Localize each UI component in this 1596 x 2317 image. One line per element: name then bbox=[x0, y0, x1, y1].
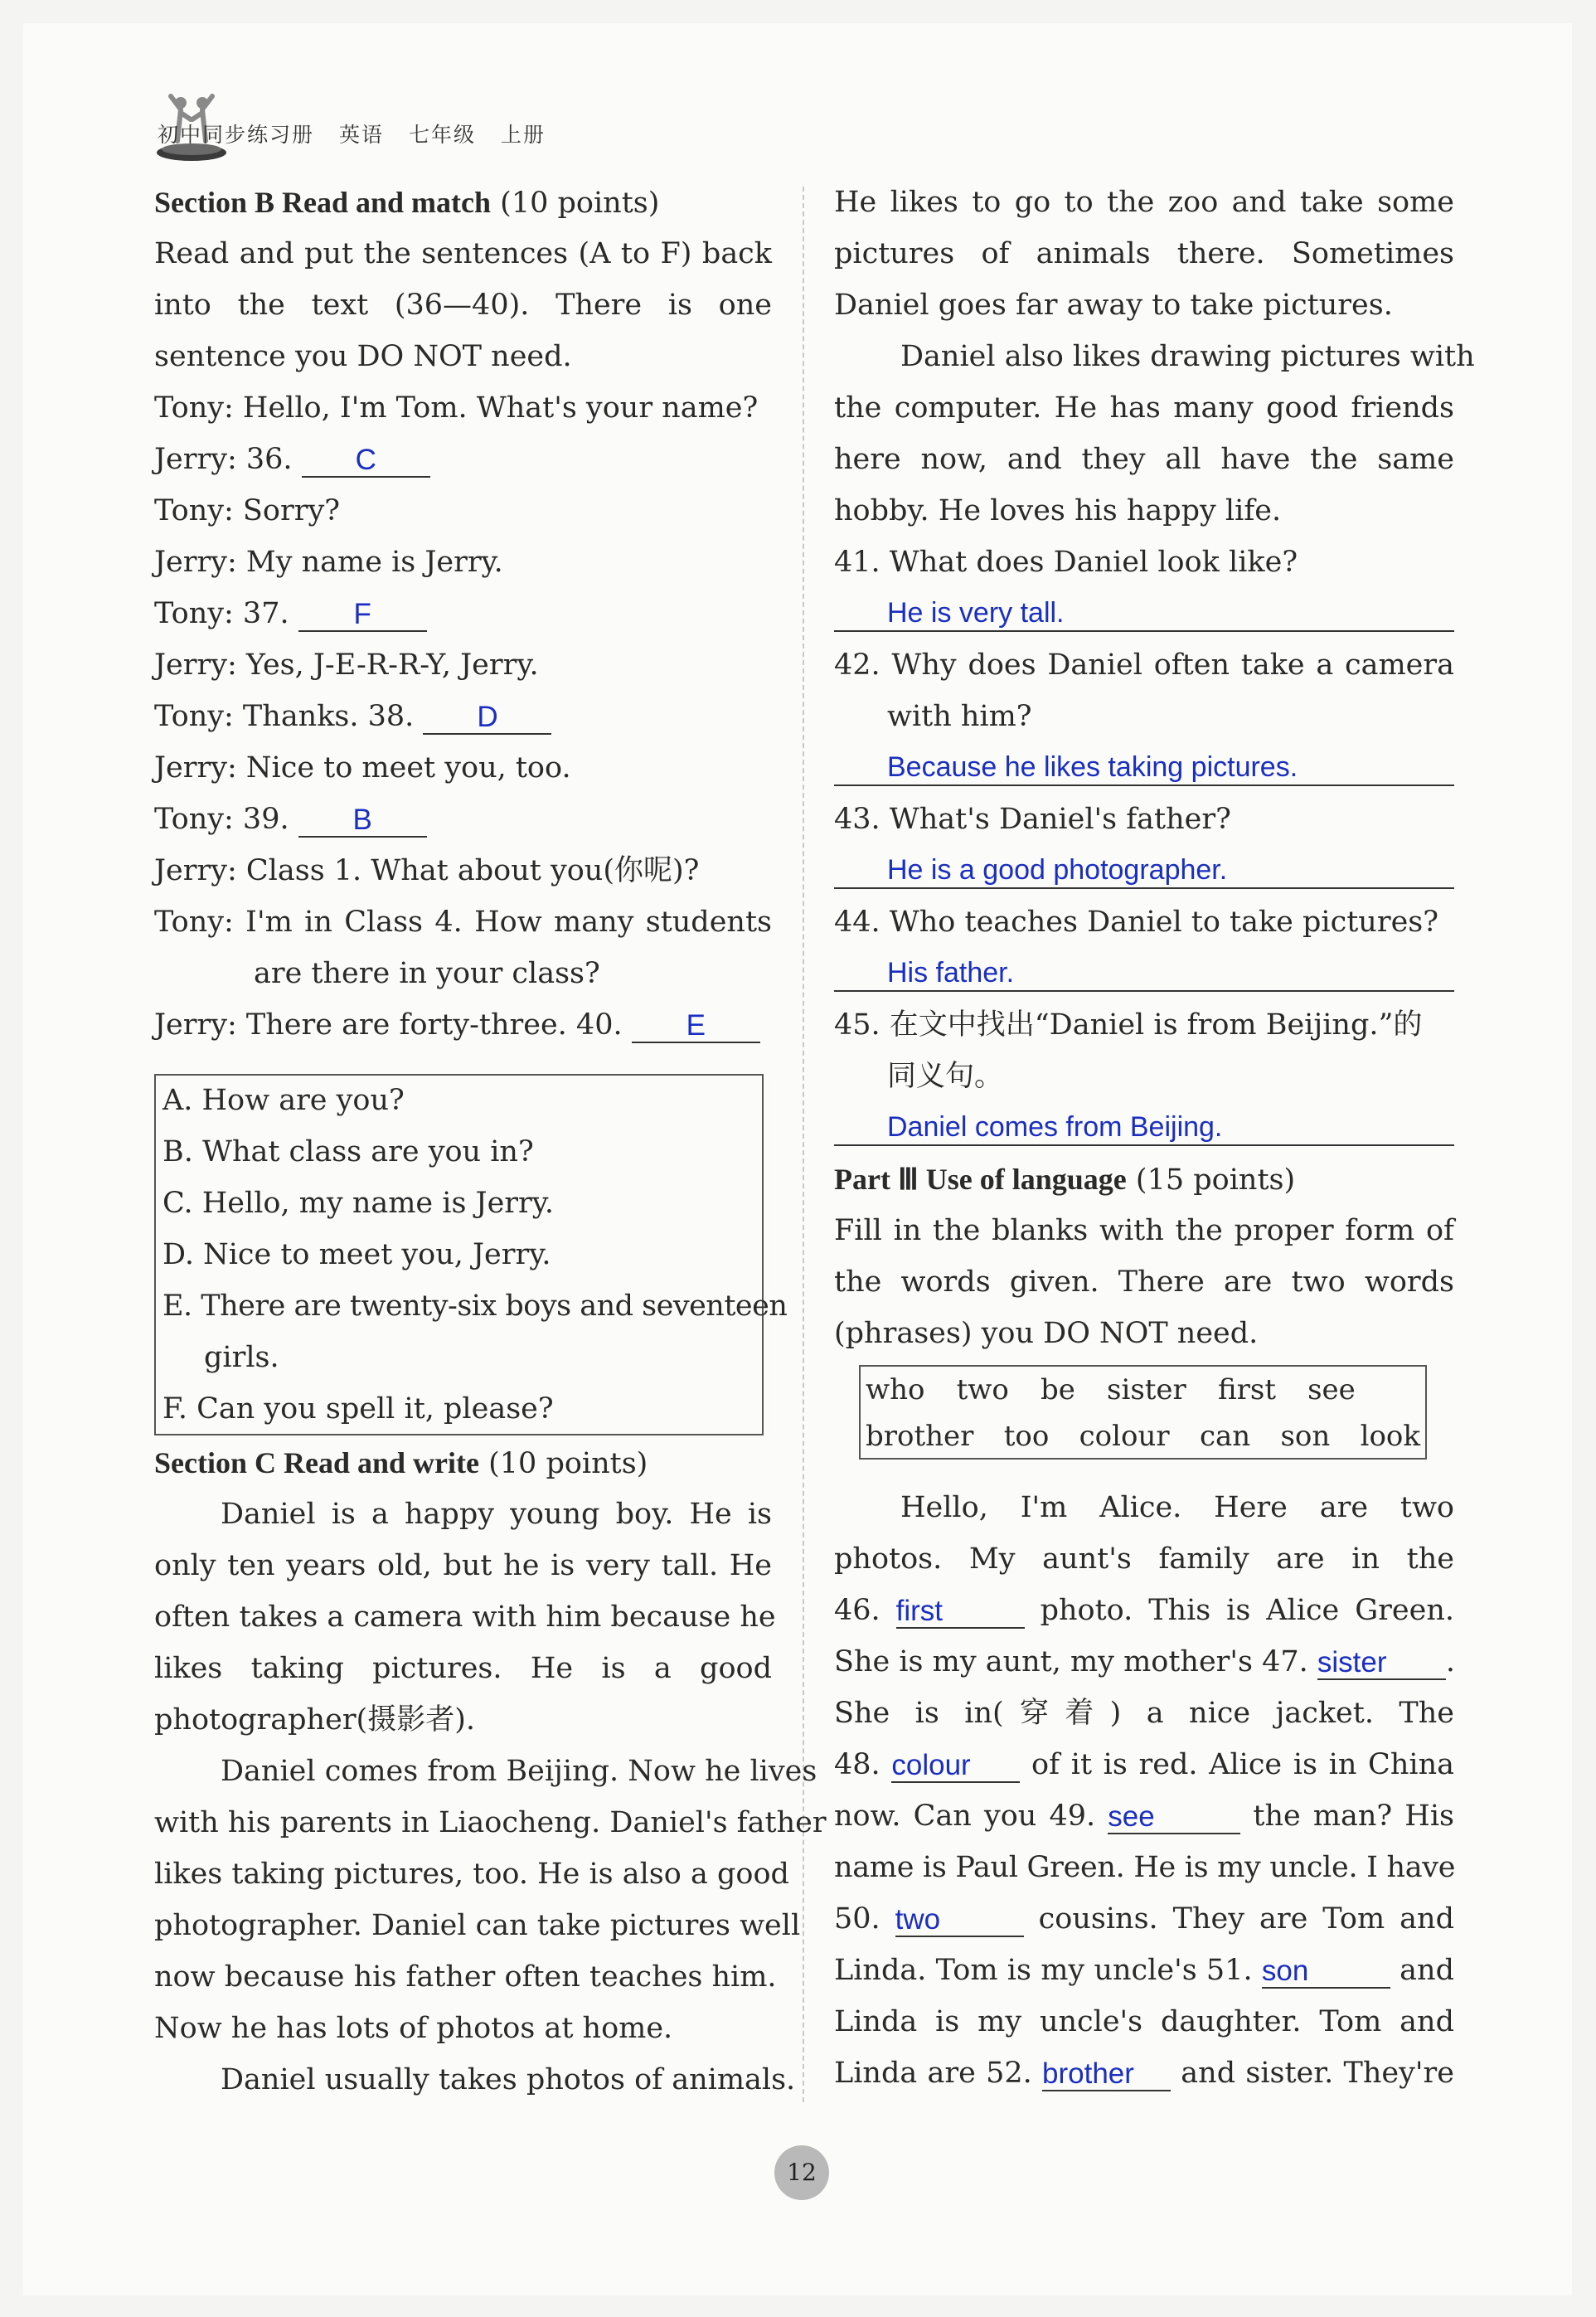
option-item: girls. bbox=[204, 1341, 279, 1374]
cloze-line-47: She is my aunt, my mother's 47. sister . bbox=[834, 1645, 1456, 1678]
option-item: C. Hello, my name is Jerry. bbox=[163, 1187, 554, 1220]
word-bank-item: two bbox=[956, 1373, 1009, 1406]
answer-46: first bbox=[896, 1596, 1025, 1629]
passage-line: the computer. He has many good friends bbox=[834, 391, 1454, 425]
passage-line: likes taking pictures. He is a good bbox=[154, 1652, 772, 1685]
volume-label: 上册 bbox=[501, 123, 546, 147]
section-c-heading: Section C Read and write (10 points) bbox=[154, 1446, 648, 1480]
dialogue-line-38: Tony: Thanks. 38. D bbox=[154, 698, 772, 735]
answer-51: son bbox=[1262, 1955, 1390, 1989]
word-bank-item: son bbox=[1280, 1420, 1331, 1453]
options-box bbox=[154, 1074, 788, 1435]
book-title: 初中同步练习册 bbox=[158, 123, 315, 147]
option-item: B. What class are you in? bbox=[163, 1135, 534, 1168]
section-b-instruction-line: sentence you DO NOT need. bbox=[154, 340, 572, 373]
word-bank-item: be bbox=[1040, 1373, 1075, 1406]
answer-40: E bbox=[632, 1010, 760, 1043]
cloze-line-51: Linda. Tom is my uncle's 51. son and bbox=[834, 1954, 1454, 1987]
word-bank-row bbox=[866, 1372, 1420, 1408]
word-bank-item: colour bbox=[1079, 1420, 1170, 1453]
dialogue-line: Tony: Sorry? bbox=[154, 494, 340, 527]
dialogue-line: Jerry: My name is Jerry. bbox=[154, 546, 503, 579]
word-bank-box bbox=[859, 1365, 1427, 1460]
cloze-line: Hello, I'm Alice. Here are two bbox=[900, 1491, 1454, 1524]
section-b-instruction-line: Read and put the sentences (A to F) back bbox=[154, 237, 772, 270]
option-item: E. There are twenty-six boys and seventeen bbox=[163, 1290, 788, 1323]
passage-line: Daniel usually takes photos of animals. bbox=[221, 2063, 796, 2096]
answer-49: see bbox=[1108, 1801, 1240, 1834]
answer-39: B bbox=[298, 804, 427, 838]
section-b-heading: Section B Read and match (10 points) bbox=[154, 186, 660, 220]
passage-line: Daniel goes far away to take pictures. bbox=[834, 289, 1393, 322]
dialogue-line: Jerry: Yes, J-E-R-R-Y, Jerry. bbox=[154, 648, 539, 682]
question-42: 42. Why does Daniel often take a camera bbox=[834, 648, 1454, 682]
passage-line: with his parents in Liaocheng. Daniel's father bbox=[154, 1806, 827, 1839]
part-3-instruction-line: (phrases) you DO NOT need. bbox=[834, 1317, 1259, 1350]
answer-36: C bbox=[302, 444, 430, 478]
question-42-cont: with him? bbox=[887, 700, 1032, 733]
option-item: F. Can you spell it, please? bbox=[163, 1392, 554, 1426]
passage-line: photographer. Daniel can take pictures well bbox=[154, 1909, 801, 1942]
passage-line: Daniel is a happy young boy. He is bbox=[221, 1498, 772, 1531]
answer-42: Because he likes taking pictures. bbox=[834, 750, 1454, 786]
running-header bbox=[158, 119, 570, 148]
word-bank-item: brother bbox=[866, 1420, 974, 1453]
dialogue-line: Tony: Hello, I'm Tom. What's your name? bbox=[154, 391, 759, 425]
passage-line: often takes a camera with him because he bbox=[154, 1601, 776, 1634]
option-item: D. Nice to meet you, Jerry. bbox=[163, 1238, 551, 1271]
question-41: 41. What does Daniel look like? bbox=[834, 546, 1298, 579]
answer-48: colour bbox=[891, 1750, 1020, 1783]
answer-52: brother bbox=[1042, 2058, 1171, 2091]
passage-line: Daniel also likes drawing pictures with bbox=[900, 340, 1475, 373]
part-3-instruction-line: the words given. There are two words bbox=[834, 1265, 1454, 1299]
passage-line: photographer(摄影者). bbox=[154, 1703, 475, 1737]
answer-37: F bbox=[298, 599, 427, 632]
cloze-line-52: Linda are 52. brother and sister. They're bbox=[834, 2057, 1454, 2090]
part-3-instruction-line: Fill in the blanks with the proper form of bbox=[834, 1214, 1454, 1247]
question-44: 44. Who teaches Daniel to take pictures? bbox=[834, 906, 1439, 939]
passage-line: He likes to go to the zoo and take some bbox=[834, 186, 1454, 219]
word-bank-item: too bbox=[1003, 1420, 1050, 1453]
passage-line: Daniel comes from Beijing. Now he lives bbox=[221, 1755, 817, 1788]
answer-45: Daniel comes from Beijing. bbox=[834, 1110, 1454, 1146]
cloze-line: She is in(穿着) a nice jacket. The bbox=[834, 1697, 1454, 1730]
passage-line: pictures of animals there. Sometimes bbox=[834, 237, 1454, 270]
cloze-line-49: now. Can you 49. see the man? His bbox=[834, 1800, 1454, 1833]
cloze-line-46: 46. first photo. This is Alice Green. bbox=[834, 1594, 1454, 1627]
dialogue-line-36: Jerry: 36. C bbox=[154, 441, 772, 478]
answer-44: His father. bbox=[834, 955, 1454, 992]
dialogue-line: are there in your class? bbox=[254, 957, 600, 990]
dialogue-line-40: Jerry: There are forty-three. 40. E bbox=[154, 1007, 772, 1043]
word-bank-item: look bbox=[1360, 1420, 1420, 1453]
passage-line: now because his father often teaches him. bbox=[154, 1960, 777, 1994]
word-bank-item: who bbox=[866, 1373, 925, 1406]
grade-label: 七年级 bbox=[409, 123, 477, 147]
subject-label: 英语 bbox=[339, 123, 385, 147]
cloze-line-48: 48. colour of it is red. Alice is in China bbox=[834, 1748, 1454, 1781]
part-3-heading: Part Ⅲ Use of language (15 points) bbox=[834, 1163, 1296, 1197]
word-bank-item: can bbox=[1199, 1420, 1251, 1453]
answer-47: sister bbox=[1317, 1647, 1446, 1680]
answer-43: He is a good photographer. bbox=[834, 852, 1454, 889]
question-43: 43. What's Daniel's father? bbox=[834, 803, 1231, 836]
page-number: 12 bbox=[774, 2145, 829, 2200]
dialogue-line: Jerry: Nice to meet you, too. bbox=[154, 751, 571, 784]
word-bank-item: first bbox=[1217, 1373, 1276, 1406]
answer-50: two bbox=[895, 1904, 1024, 1937]
word-bank-item: sister bbox=[1107, 1373, 1186, 1406]
option-item: A. How are you? bbox=[163, 1084, 405, 1117]
passage-line: Now he has lots of photos at home. bbox=[154, 2012, 673, 2045]
answer-38: D bbox=[423, 702, 551, 735]
passage-line: likes taking pictures, too. He is also a good bbox=[154, 1858, 789, 1891]
question-45-cont: 同义句。 bbox=[887, 1060, 1004, 1093]
passage-line: only ten years old, but he is very tall. He bbox=[154, 1549, 772, 1582]
section-b-instruction-line: into the text (36—40). There is one bbox=[154, 289, 772, 322]
cloze-line: photos. My aunt's family are in the bbox=[834, 1542, 1454, 1576]
question-45: 45. 在文中找出“Daniel is from Beijing.”的 bbox=[834, 1008, 1423, 1042]
cloze-line-50: 50. two cousins. They are Tom and bbox=[834, 1902, 1454, 1936]
dialogue-line: Tony: I'm in Class 4. How many students bbox=[154, 906, 772, 939]
word-bank-row bbox=[866, 1418, 1420, 1455]
passage-line: hobby. He loves his happy life. bbox=[834, 494, 1282, 527]
dialogue-line: Jerry: Class 1. What about you(你呢)? bbox=[154, 854, 700, 887]
dialogue-line-37: Tony: 37. F bbox=[154, 595, 772, 632]
cloze-line: name is Paul Green. He is my uncle. I have bbox=[834, 1851, 1456, 1884]
passage-line: here now, and they all have the same bbox=[834, 443, 1454, 476]
answer-41: He is very tall. bbox=[834, 595, 1454, 632]
word-bank-item: see bbox=[1307, 1373, 1356, 1406]
dialogue-line-39: Tony: 39. B bbox=[154, 801, 772, 838]
cloze-line: Linda is my uncle's daughter. Tom and bbox=[834, 2005, 1454, 2038]
